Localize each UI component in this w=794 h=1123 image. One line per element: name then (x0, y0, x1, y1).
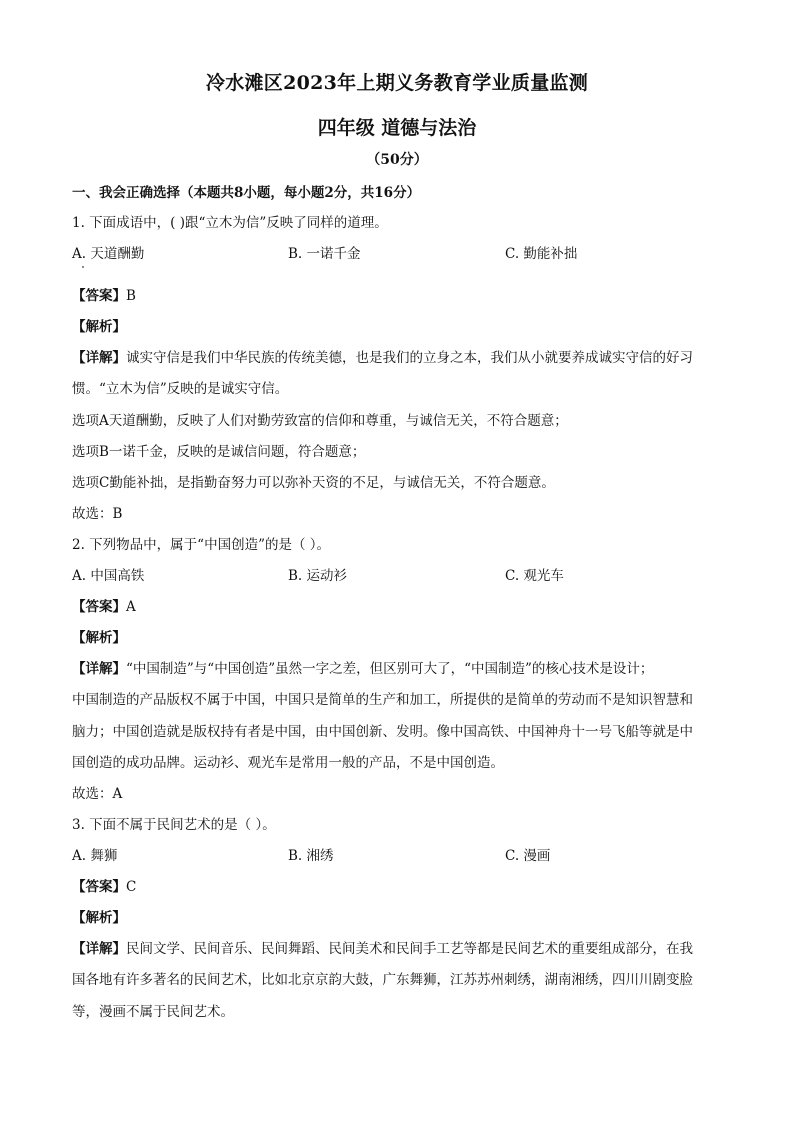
detail-label: 【详解】 (72, 350, 126, 366)
q1-detail-1 (72, 348, 693, 368)
q2-answer (72, 597, 136, 617)
q3-answer-value: C (126, 879, 137, 895)
q3-option-c: C. 漫画 (505, 848, 551, 864)
q3-detail-1 (72, 939, 693, 959)
q2-choice: 故选：A (72, 786, 123, 802)
q2-answer-value: A (126, 599, 136, 615)
q1-detail-text: 诚实守信是我们中华民族的传统美德，也是我们的立身之本，我们从小就要养成诚实守信的好习 (126, 350, 693, 366)
q1-detail-2: 惯。“立木为信”反映的是诚实守信。 (72, 381, 289, 397)
q1-analysis-label: 【解析】 (72, 319, 126, 335)
q3-answer (72, 877, 136, 897)
q1-option-b: B. 一诺千金 (288, 246, 361, 262)
q2-detail-3: 脑力；中国创造就是版权持有者是中国，由中国创新、发明。像中国高铁、中国神舟十一号飞船等就是中 (72, 724, 693, 740)
q1-answer-value: B (126, 288, 136, 304)
q3-detail-3: 等，漫画不属于民间艺术。 (72, 1004, 234, 1020)
section-heading: 一、我会正确选择（本题共8小题，每小题2分，共16分） (72, 185, 421, 201)
q3-analysis-label: 【解析】 (72, 910, 126, 926)
q2-option-a: A. 中国高铁 (72, 568, 145, 584)
q1-detail-4: 选项B一诺千金，反映的是诚信问题，符合题意； (72, 444, 366, 460)
q1-detail-3: 选项A天道酬勤，反映了人们对勤劳致富的信仰和尊重，与诚信无关，不符合题意； (72, 413, 568, 429)
q1-option-a: A. 天道酬勤 (72, 246, 145, 262)
q3-option-b: B. 湘绣 (288, 848, 334, 864)
answer-label: 【答案】 (72, 879, 126, 895)
q2-option-b: B. 运动衫 (288, 568, 348, 584)
answer-label: 【答案】 (72, 288, 126, 304)
answer-label: 【答案】 (72, 599, 126, 615)
q2-analysis-label: 【解析】 (72, 630, 126, 646)
q3-stem: 3. 下面不属于民间艺术的是（ ）。 (72, 817, 276, 833)
exam-subtitle: 四年级 道德与法治 (317, 117, 477, 139)
q2-detail-2: 中国制造的产品版权不属于中国，中国只是简单的生产和加工，所提供的是简单的劳动而不是知识智慧和 (72, 692, 693, 708)
q2-detail-text: “中国制造”与“中国创造”虽然一字之差，但区别可大了，“中国制造”的核心技术是设计； (126, 661, 654, 677)
detail-label: 【详解】 (72, 661, 126, 677)
q1-answer (72, 286, 136, 306)
q1-option-c: C. 勤能补拙 (505, 246, 578, 262)
exam-score: （50分） (366, 152, 428, 168)
q3-option-a: A. 舞狮 (72, 848, 118, 864)
q3-detail-2: 国各地有许多著名的民间艺术，比如北京京韵大鼓，广东舞狮，江苏苏州刺绣，湖南湘绣，四川川剧变脸 (72, 972, 693, 988)
exam-title: 冷水滩区2023年上期义务教育学业质量监测 (205, 72, 589, 94)
stray-dot (82, 266, 84, 268)
q1-detail-5: 选项C勤能补拙，是指勤奋努力可以弥补天资的不足，与诚信无关，不符合题意。 (72, 475, 555, 491)
q1-stem: 1. 下面成语中，( )跟“立木为信”反映了同样的道理。 (72, 215, 388, 231)
detail-label: 【详解】 (72, 941, 126, 957)
q1-choice: 故选：B (72, 506, 123, 522)
q2-option-c: C. 观光车 (505, 568, 564, 584)
q3-detail-text: 民间文学、民间音乐、民间舞蹈、民间美术和民间手工艺等都是民间艺术的重要组成部分，在我 (126, 941, 693, 957)
q2-stem: 2. 下列物品中，属于“中国创造”的是（ ）。 (72, 537, 331, 553)
q2-detail-4: 国创造的成功品牌。运动衫、观光车是常用一般的产品，不是中国创造。 (72, 755, 504, 771)
q2-detail-1 (72, 659, 653, 679)
